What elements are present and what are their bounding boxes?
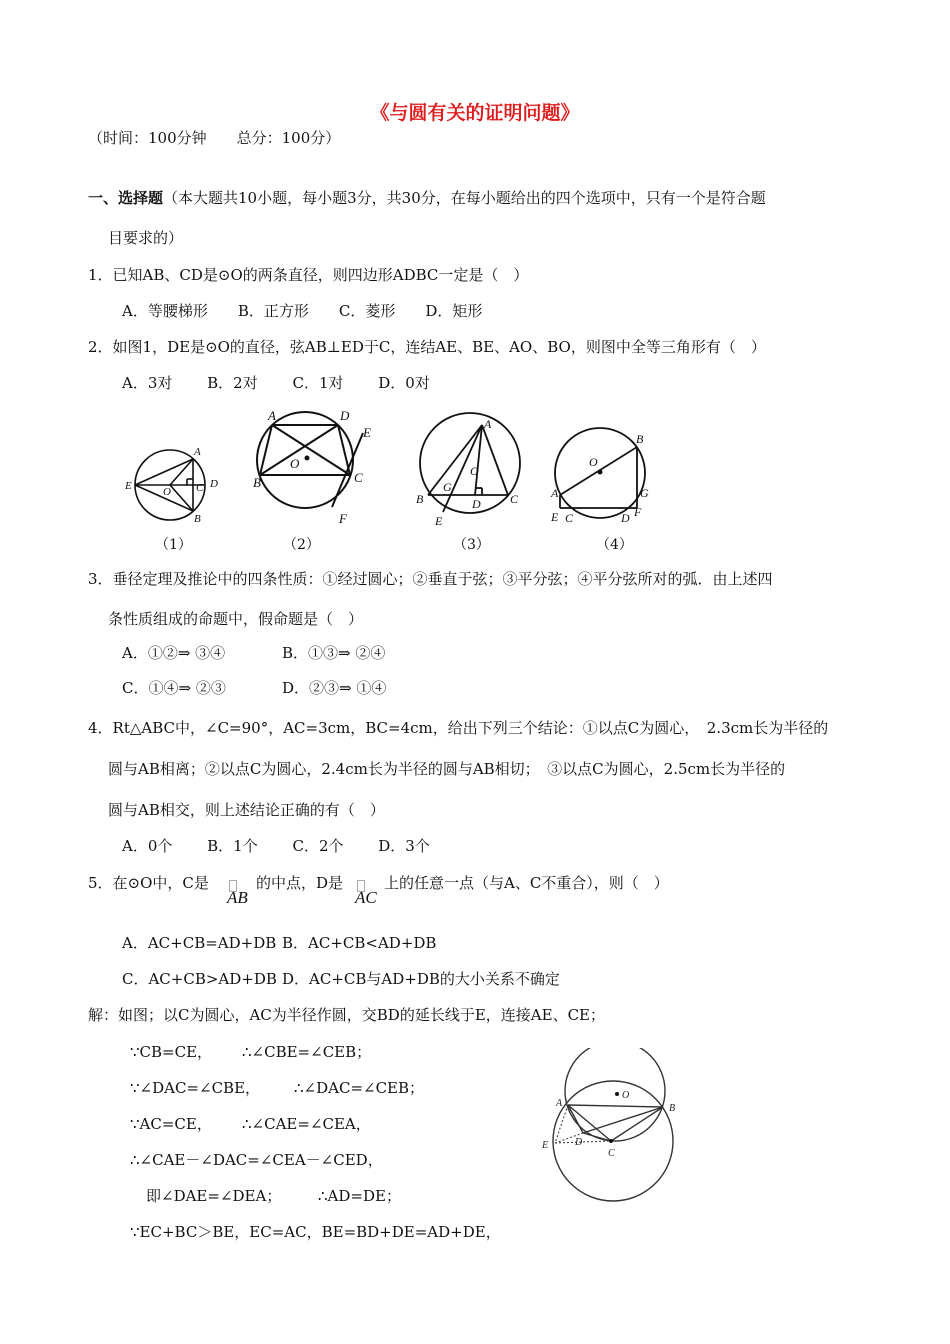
q2-options: A．3对 B．2对 C．1对 D．0对 [122,374,430,392]
q5-option-c: C．AC+CB>AD+DB [122,970,277,988]
solution-line-5a: 即∠DAE=∠DEA； [146,1187,282,1205]
section-heading: 一、选择题 [88,189,164,207]
sol-label-D: D [575,1137,583,1148]
f2-label-E: E [363,425,371,440]
f3-label-A: A [484,417,492,431]
q5-stem-p2: 的中点，D是 [256,874,344,892]
figure-1-caption: （1） [155,537,192,553]
q3-option-c: C．①④⇒ ②③ [122,679,226,697]
q5-option-b: B．AC+CB<AD+DB [282,934,437,952]
f2-label-O: O [290,456,300,471]
f2-label-D: D [340,408,350,423]
f1-label-D: D [210,478,218,490]
q3-option-d: D．②③⇒ ①④ [282,679,387,697]
solution-line-3a: ∵AC=CE， [130,1115,212,1133]
q5-stem-p3: 上的任意一点（与A、C不重合），则（ ） [384,874,669,892]
f2-label-B: B [253,475,261,490]
q5-option-a: A．AC+CB=AD+DB [122,934,277,952]
section-desc-cont: 目要求的） [108,229,184,247]
solution-line-5b: ∴AD=DE； [318,1187,401,1205]
figure-3 [420,413,520,513]
q4-options: A．0个 B．1个 C．2个 D．3个 [122,837,430,855]
f3-label-C: C [510,492,519,506]
q1-stem: 1．已知AB、CD是⊙O的两条直径，则四边形ADBC一定是（ ） [88,266,529,284]
f3-label-G: G [443,480,452,494]
f1-label-E: E [125,480,132,492]
f1-label-C: C [196,482,204,494]
sol-label-A: A [556,1098,563,1109]
solution-line-2b: ∴∠DAC=∠CEB； [294,1079,425,1097]
f3-label-E: E [435,514,443,528]
q3-stem: 3．垂径定理及推论中的四条性质：①经过圆心；②垂直于弦；③平分弦；④平分弦所对的弧．由上述四 [88,570,773,588]
f4-label-B: B [636,432,644,446]
section-desc: （本大题共10小题，每小题3分，共30分，在每小题给出的四个选项中，只有一个是符合题 [163,189,766,207]
sol-label-C: C [608,1148,615,1159]
solution-line-3b: ∴∠CAE=∠CEA， [242,1115,371,1133]
q4-stem: 4．Rt△ABC中，∠C=90°，AC=3cm，BC=4cm，给出下列三个结论：①以点C为圆心， 2.3cm长为半径的 [88,719,829,737]
q2-figures [110,405,670,555]
q3-option-a: A．①②⇒ ③④ [122,644,226,662]
f2-label-C: C [354,470,363,485]
q5-stem-p1: 5．在⊙O中，C是 [88,874,209,892]
figure-1 [135,450,205,520]
exam-meta: （时间：100分钟 总分：100分） [88,129,341,147]
f4-label-A: A [551,486,559,500]
f4-label-E: E [551,510,559,524]
solution-line-1b: ∴∠CBE=∠CEB； [242,1043,372,1061]
figure-3-caption: （3） [453,537,490,553]
sol-label-O: O [622,1090,630,1101]
q1-options: A．等腰梯形 B．正方形 C．菱形 D．矩形 [122,302,483,320]
q4-stem-end: 圆与AB相交，则上述结论正确的有（ ） [108,801,385,819]
page-title: 《与圆有关的证明问题》 [370,102,580,124]
q5-arc-ab: AB [227,888,248,907]
f4-label-C: C [565,511,574,525]
solution-line-2a: ∵∠DAC=∠CBE， [130,1079,261,1097]
sol-label-B: B [669,1103,676,1114]
figure-4-caption: （4） [596,537,633,553]
q4-stem-cont: 圆与AB相离；②以点C为圆心，2.4cm长为半径的圆与AB相切； ③以点C为圆心，2.5cm长为半径的 [108,760,786,778]
solution-line-1a: ∵CB=CE， [130,1043,213,1061]
sol-label-E: E [542,1140,549,1151]
q5-arc-ac: AC [355,888,377,907]
f4-label-D: D [621,511,630,525]
f3-label-D: D [472,497,481,511]
q3-stem-cont: 条性质组成的命题中，假命题是（ ） [108,610,364,628]
f4-label-G: G [640,486,649,500]
q3-option-b: B．①③⇒ ②④ [282,644,386,662]
f2-label-F: F [339,511,347,526]
solution-line-4: ∴∠CAE－∠DAC=∠CEA－∠CED， [130,1151,383,1169]
figure-2-caption: （2） [283,537,320,553]
section-heading-line [88,188,766,208]
solution-intro: 解：如图；以C为圆心，AC为半径作圆，交BD的延长线于E，连接AE、CE； [88,1006,605,1024]
f1-label-A: A [194,446,201,458]
f3-label-B: B [416,492,424,506]
figure-2 [257,412,363,508]
f1-label-B: B [194,513,201,525]
solution-line-6: ∵EC+BC＞BE，EC=AC，BE=BD+DE=AD+DE， [130,1223,501,1241]
f3-label-O: O [470,464,479,478]
q2-stem: 2．如图1，DE是⊙O的直径，弦AB⊥ED于C，连结AE、BE、AO、BO，则图中全等三角形有（ ） [88,338,766,356]
solution-figure [535,1048,695,1208]
f1-label-O: O [163,486,171,498]
f2-label-A: A [268,408,276,423]
q5-option-d: D．AC+CB与AD+DB的大小关系不确定 [282,970,560,988]
f4-label-F: F [634,505,642,519]
f4-label-O: O [589,455,598,469]
